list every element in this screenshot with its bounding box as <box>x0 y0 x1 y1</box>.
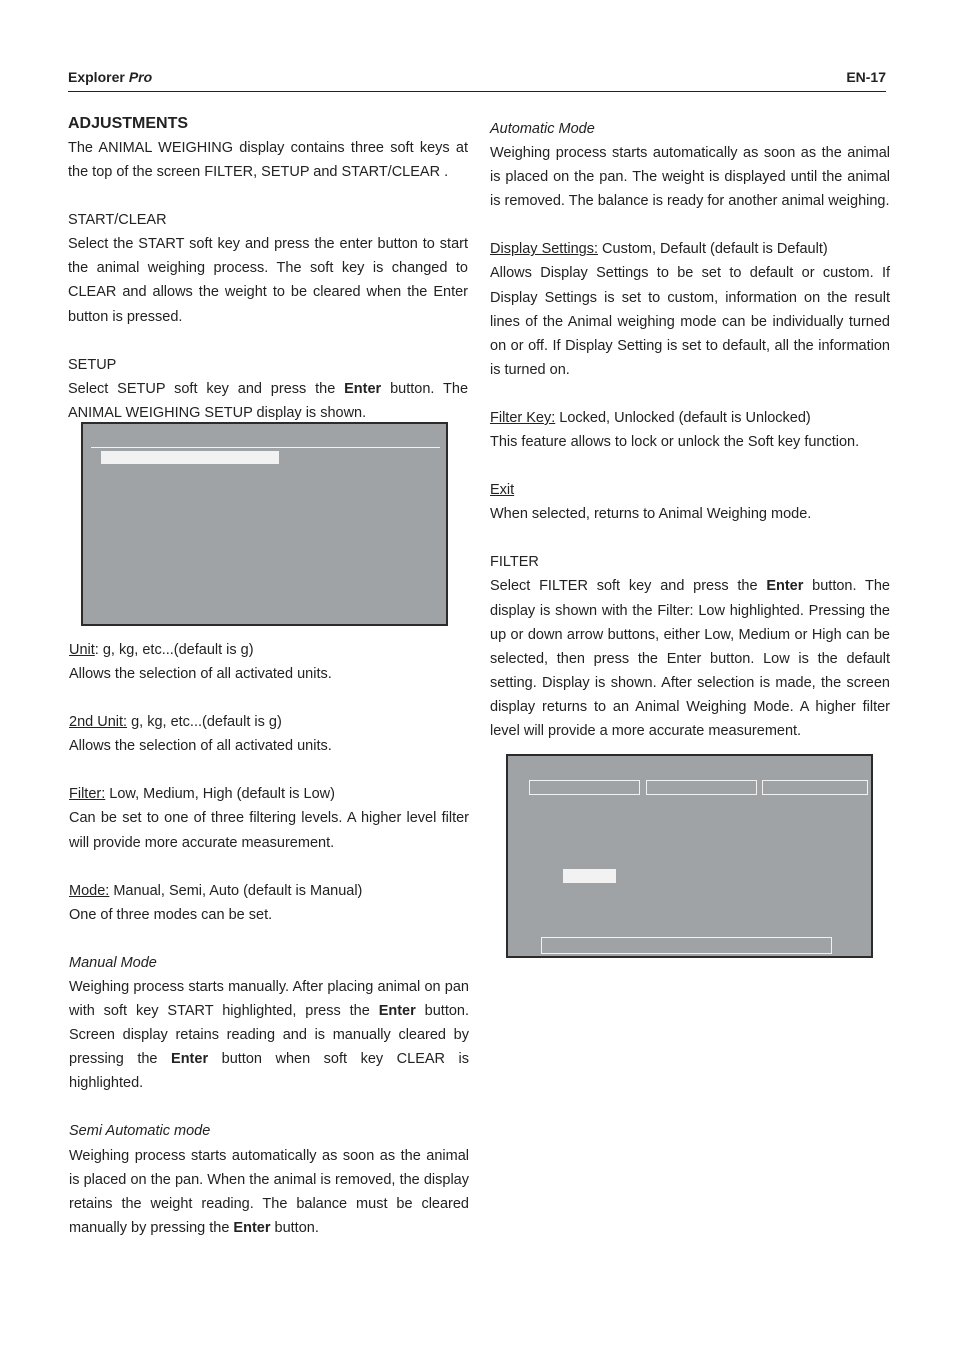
screen-highlight-option <box>563 869 616 883</box>
unit2-desc: Allows the selection of all activated units. <box>69 738 332 755</box>
page-number: EN-17 <box>846 69 886 85</box>
semi-mode-title: Semi Automatic mode <box>69 1123 211 1140</box>
manual-title: Explorer Pro <box>68 69 153 85</box>
intro-paragraph: The ANIMAL WEIGHING display contains three soft keys at the top of the screen FILTER, SETUP and START/CLEAR . <box>68 140 468 181</box>
manual-mode-title: Manual Mode <box>69 954 157 971</box>
auto-mode-body: Weighing process starts automatically as soon as the animal is placed on the pan. The weight is displayed until the animal is removed. The balance is ready for another animal weighing. <box>490 145 890 210</box>
page-header <box>68 67 886 92</box>
filter-key-desc: This feature allows to lock or unlock the Soft key function. <box>490 434 860 451</box>
screen-softkey-2 <box>646 780 757 795</box>
screen-divider <box>91 447 440 448</box>
exit-desc: When selected, returns to Animal Weighing mode. <box>490 506 812 523</box>
screen-status-bar <box>541 937 832 954</box>
manual-title-italic: Pro <box>128 69 153 85</box>
screen-softkey-3 <box>762 780 868 795</box>
unit2-setting: 2nd Unit: g, kg, etc...(default is g) <box>69 714 282 731</box>
mode-desc: One of three modes can be set. <box>69 906 273 923</box>
setup-screen-image <box>81 422 448 626</box>
filter-key-setting: Filter Key: Locked, Unlocked (default is Unlocked) <box>490 409 811 426</box>
mode-setting: Mode: Manual, Semi, Auto (default is Manual) <box>69 882 363 899</box>
display-settings: Display Settings: Custom, Default (default is Default) <box>490 241 828 258</box>
auto-mode-title: Automatic Mode <box>490 121 595 137</box>
unit-setting: Unit: g, kg, etc...(default is g) <box>69 642 254 658</box>
filter-screen-image <box>506 754 873 958</box>
setup-body: Select SETUP soft key and press the Enter button. The ANIMAL WEIGHING SETUP display is shown. <box>68 380 469 421</box>
start-clear-title: START/CLEAR <box>68 212 167 229</box>
left-column <box>68 112 468 425</box>
left-column-lower <box>69 638 469 1240</box>
display-settings-desc: Allows Display Settings to be set to default or custom. If Display Settings is set to custom, information on the result lines of the Animal weighing mode can be individually turned on or off. If Display Setting is set to default, all the information is turned on. <box>490 265 890 378</box>
filter-body: Select FILTER soft key and press the Enter button. The display is shown with the Filter: Low highlighted. Pressing the up or down arrow buttons, either Low, Medium or High can be selected, then press the Enter button. Low is the default setting. Display is shown. After selection is made, the screen display returns to an Animal Weighing Mode. A higher filter level will provide a more accurate measurement. <box>490 578 890 739</box>
filter-setting: Filter: Low, Medium, High (default is Low) <box>69 786 335 803</box>
section-heading: ADJUSTMENTS <box>68 115 189 132</box>
right-column <box>490 117 890 743</box>
filter-desc: Can be set to one of three filtering levels. A higher level filter will provide more accurate measurement. <box>69 810 469 851</box>
screen-highlight-bar <box>101 451 279 464</box>
setup-title: SETUP <box>68 356 117 373</box>
exit-setting: Exit <box>490 482 515 499</box>
start-clear-body: Select the START soft key and press the enter button to start the animal weighing process. The soft key is changed to CLEAR and allows the weight to be cleared when the Enter button is pressed. <box>68 236 468 325</box>
unit-desc: Allows the selection of all activated units. <box>69 666 332 683</box>
screen-softkey-1 <box>529 780 640 795</box>
filter-title: FILTER <box>490 554 539 571</box>
semi-mode-body: Weighing process starts automatically as soon as the animal is placed on the pan. When the animal is removed, the display retains the weight reading. The balance must be cleared manually by pressing the Enter button. <box>69 1147 469 1236</box>
manual-mode-body: Weighing process starts manually. After placing animal on pan with soft key START highlighted, press the Enter button. Screen display retains reading and is manually cleared by pressing the Enter button when soft key CLEAR is highlighted. <box>69 978 470 1092</box>
